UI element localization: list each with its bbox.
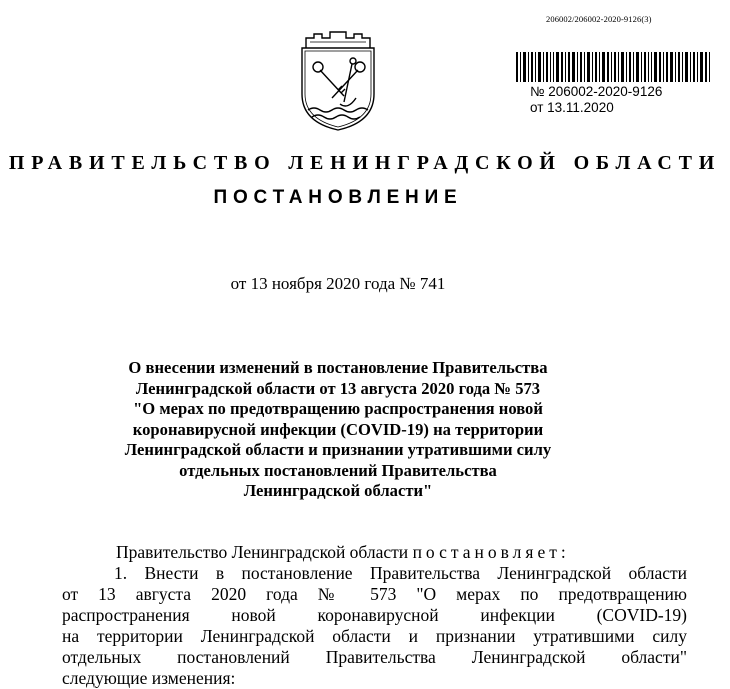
barcode-icon	[516, 52, 712, 82]
subject-line: отдельных постановлений Правительства	[179, 460, 497, 480]
leningrad-oblast-coat-of-arms-icon	[296, 30, 380, 132]
body-line: следующие изменения:	[62, 668, 236, 688]
document-body	[62, 542, 687, 689]
body-intro	[62, 542, 687, 563]
body-intro-verb: постановляет:	[412, 542, 570, 562]
registration-number: № 206002-2020-9126	[530, 84, 663, 99]
body-intro-prefix: Правительство Ленинградской области	[116, 542, 413, 562]
registration-block	[530, 84, 662, 116]
body-line: на территории Ленинградской области и признании утратившими силу	[62, 626, 687, 646]
subject-line: Ленинградской области и признании утратившими силу	[124, 440, 552, 459]
document-date-line: от 13 ноября 2020 года № 741	[230, 274, 446, 293]
document-reference: 206002/206002-2020-9126(3)	[546, 14, 652, 24]
subject-line: Ленинградской области от 13 августа 2020 года № 573	[135, 378, 541, 398]
subject-line: О внесении изменений в постановление Правительства	[128, 358, 548, 377]
subject-line: "О мерах по предотвращению распространения новой	[133, 399, 543, 418]
document-type-heading: ПОСТАНОВЛЕНИЕ	[213, 187, 463, 208]
document-subject	[0, 358, 676, 502]
body-line: 1. Внести в постановление Правительства Ленинградской области	[114, 563, 687, 583]
government-heading: ПРАВИТЕЛЬСТВО ЛЕНИНГРАДСКОЙ ОБЛАСТИ	[8, 152, 722, 174]
body-line: распространения новой коронавирусной инфекции (COVID-19)	[62, 605, 687, 625]
subject-line: Ленинградской области"	[243, 481, 433, 500]
subject-line: коронавирусной инфекции (COVID-19) на территории	[132, 419, 544, 439]
registration-date: от 13.11.2020	[530, 100, 614, 115]
body-line: отдельных постановлений Правительства Ленинградской области"	[62, 647, 687, 667]
body-line: от 13 августа 2020 года № 573 "О мерах по предотвращению	[62, 584, 687, 604]
